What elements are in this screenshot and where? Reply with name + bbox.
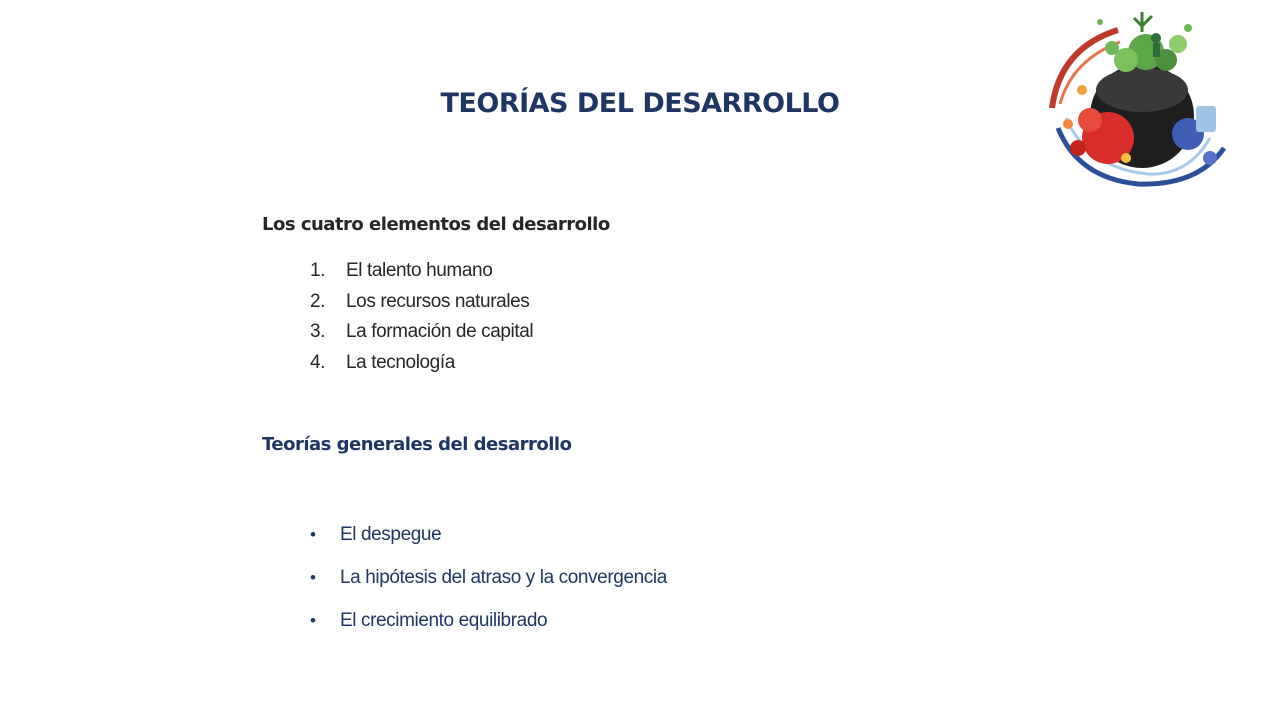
numbered-list-elements [310,256,533,378]
list-item [310,317,533,348]
list-item [310,256,533,287]
list-item-text: El crecimiento equilibrado [340,609,548,631]
list-item [310,348,533,379]
list-item-text: Los recursos naturales [346,290,530,312]
bullet-icon: • [310,567,316,587]
list-item-number: 4. [310,351,326,373]
list-item [310,287,533,318]
list-item [310,599,667,642]
bullet-list-theories [310,513,667,642]
list-item-text: La formación de capital [346,321,534,343]
list-item-number: 3. [310,321,326,343]
globe-nature-illustration-icon [1038,8,1238,194]
list-item [310,556,667,599]
list-item-text: El despegue [340,523,442,545]
slide-title: TEORÍAS DEL DESARROLLO [440,88,840,119]
section-heading-elements: Los cuatro elementos del desarrollo [262,214,610,235]
list-item-number: 1. [310,260,326,282]
bullet-icon: • [310,524,316,544]
list-item [310,513,667,556]
list-item-text: La tecnología [346,351,455,373]
list-item-text: La hipótesis del atraso y la convergencia [340,566,667,588]
list-item-number: 2. [310,290,326,312]
list-item-text: El talento humano [346,260,493,282]
section-heading-theories: Teorías generales del desarrollo [262,434,572,455]
bullet-icon: • [310,610,316,630]
